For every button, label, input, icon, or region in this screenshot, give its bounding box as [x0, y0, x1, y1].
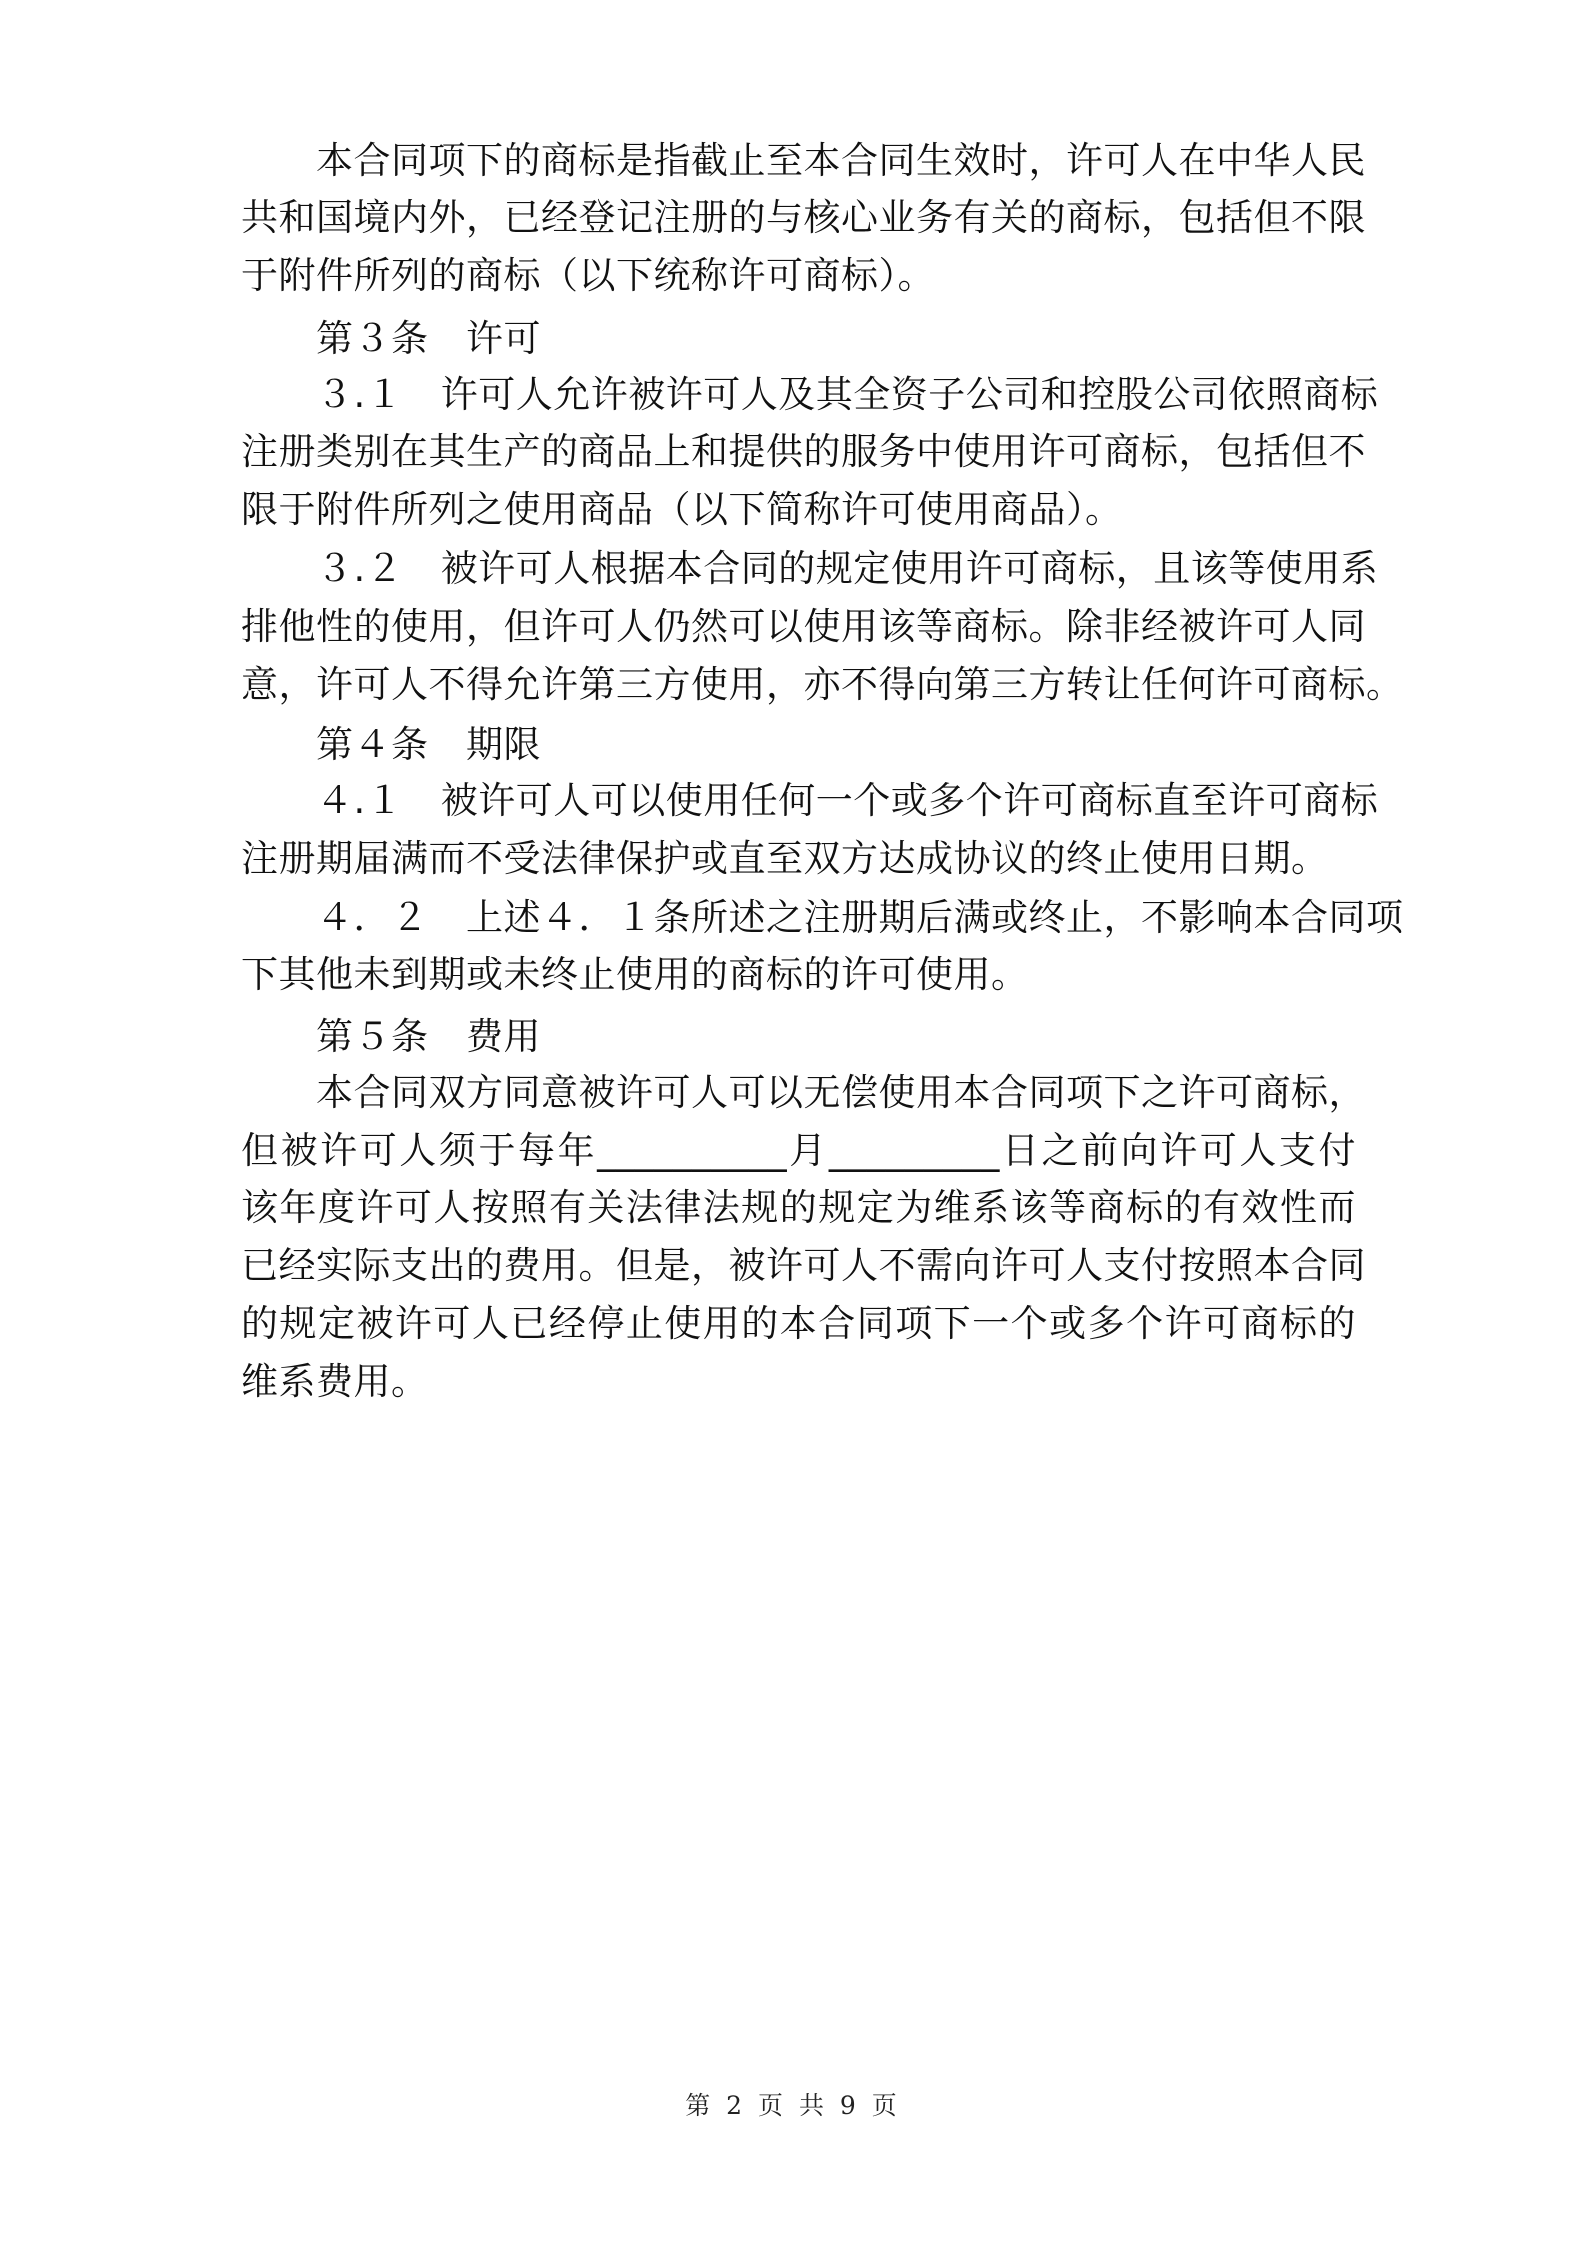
paragraph-trademark-definition-line-1: 本合同项下的商标是指截止至本合同生效时，许可人在中华人民	[316, 139, 1366, 182]
article-5-paragraph-line-1: 本合同双方同意被许可人可以无偿使用本合同项下之许可商标，	[316, 1071, 1366, 1114]
clause-3-2-line-3: 意，许可人不得允许第三方使用，亦不得向第三方转让任何许可商标。	[241, 663, 1404, 706]
clause-4-1-line-1: ４.１ 被许可人可以使用任何一个或多个许可商标直至许可商标	[316, 779, 1379, 822]
article-5-paragraph-line-2: 但被许可人须于每年__________月_________日之前向许可人支付	[241, 1129, 1356, 1172]
article-5-paragraph-line-4: 已经实际支出的费用。但是，被许可人不需向许可人支付按照本合同	[241, 1244, 1366, 1287]
page-number-footer: 第 2 页 共 9 页	[685, 2091, 901, 2120]
clause-3-2-line-1: ３.２ 被许可人根据本合同的规定使用许可商标，且该等使用系	[316, 547, 1379, 590]
article-5-heading: 第５条 费用	[316, 1015, 541, 1058]
article-5-paragraph-line-3: 该年度许可人按照有关法律法规的规定为维系该等商标的有效性而	[241, 1186, 1356, 1229]
clause-4-1-line-2: 注册期届满而不受法律保护或直至双方达成协议的终止使用日期。	[241, 837, 1329, 880]
article-5-paragraph-line-5: 的规定被许可人已经停止使用的本合同项下一个或多个许可商标的	[241, 1302, 1356, 1345]
article-4-heading: 第４条 期限	[316, 723, 541, 766]
clause-3-1-line-3: 限于附件所列之使用商品（以下简称许可使用商品）。	[241, 488, 1123, 531]
clause-4-2-line-2: 下其他未到期或未终止使用的商标的许可使用。	[241, 953, 1029, 996]
clause-3-1-line-2: 注册类别在其生产的商品上和提供的服务中使用许可商标，包括但不	[241, 430, 1366, 473]
clause-3-1-line-1: ３.１ 许可人允许被许可人及其全资子公司和控股公司依照商标	[316, 373, 1379, 416]
paragraph-trademark-definition-line-3: 于附件所列的商标（以下统称许可商标）。	[241, 254, 935, 297]
clause-4-2-line-1: ４．２ 上述４．１条所述之注册期后满或终止，不影响本合同项	[316, 896, 1404, 939]
clause-3-2-line-2: 排他性的使用，但许可人仍然可以使用该等商标。除非经被许可人同	[241, 605, 1366, 648]
article-3-heading: 第３条 许可	[316, 317, 541, 360]
article-5-paragraph-line-6: 维系费用。	[241, 1360, 429, 1403]
paragraph-trademark-definition-line-2: 共和国境内外，已经登记注册的与核心业务有关的商标，包括但不限	[241, 196, 1366, 239]
